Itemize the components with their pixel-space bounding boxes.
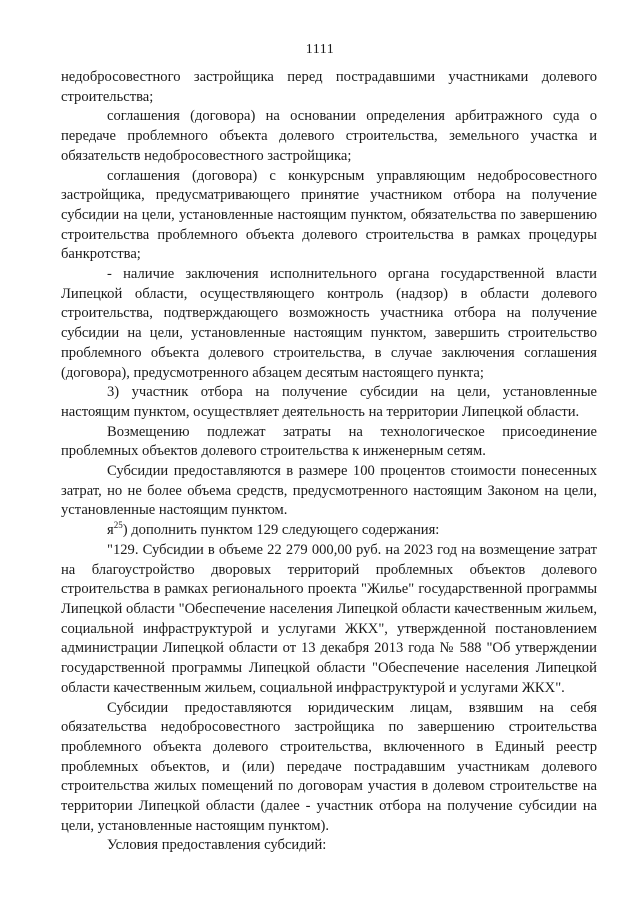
paragraph: соглашения (договора) на основании определения арбитражного суда о передаче проблемного объекта долевого строительства, земельного участка и обязательств недобросовестного застройщика; bbox=[61, 108, 597, 164]
paragraph: 3) участник отбора на получение субсидии на цели, установленные настоящим пунктом, осуществляет деятельность на территории Липецкой области. bbox=[61, 384, 597, 420]
paragraph: - наличие заключения исполнительного органа государственной власти Липецкой области, осуществляющего контроль (надзор) в области долевого строительства, подтверждающего возможность участника отбора на получение субсидии на цели, установленные настоящим пунктом, завершить строительство проблемного объекта долевого строительства, в случае заключения соглашения (договора), предусмотренного абзацем десятым настоящего пункта; bbox=[61, 266, 597, 381]
paragraph: Возмещению подлежат затраты на технологическое присоединение проблемных объектов долевого строительства к инженерным сетям. bbox=[61, 423, 597, 460]
paragraph: Условия предоставления субсидий: bbox=[107, 837, 327, 854]
paragraph: Субсидии предоставляются в размере 100 процентов стоимости понесенных затрат, но не более объема средств, предусмотренного настоящим Законом на цели, установленные настоящим пунктом. bbox=[61, 463, 597, 519]
page-number: 1111 bbox=[305, 42, 335, 57]
document-body bbox=[61, 68, 597, 856]
paragraph-item-ya25: $я^{25}$) дополнить пунктом 129 следующего содержания: bbox=[107, 520, 440, 539]
paragraph: Субсидии предоставляются юридическим лицам, взявшим на себя обязательства недобросовестного застройщика по завершению строительства проблемного объекта долевого строительства, включенного в Единый реестр проблемных объектов, и (или) передаче пострадавшим участникам долевого строительства жилых помещений по договорам участия в долевом строительстве на территории Липецкой области (далее - участник отбора на получение субсидии на цели, установленные настоящим пунктом). bbox=[61, 699, 597, 834]
paragraph: недобросовестного застройщика перед пострадавшими участниками долевого строительства; bbox=[61, 69, 597, 105]
paragraph: соглашения (договора) с конкурсным управляющим недобросовестного застройщика, предусматривающего принятие участником отбора на получение субсидии на цели, установленные настоящим пунктом, обязательства по завершению строительства проблемного объекта долевого строительства в рамках процедуры банкротства; bbox=[61, 167, 597, 263]
paragraph: "129. Субсидии в объеме 22 279 000,00 руб. на 2023 год на возмещение затрат на благоустройство дворовых территорий проблемных объектов долевого строительства в рамках регионального проекта "Жилье" государственной программы Липецкой области "Обеспечение населения Липецкой области качественным жильем, социальной инфраструктурой и услугами ЖКХ", утвержденной постановлением администрации Липецкой области от 13 декабря 2013 года № 588 "Об утверждении государственной программы Липецкой области "Обеспечение населения Липецкой области качественным жильем, социальной инфраструктурой и услугами ЖКХ". bbox=[61, 541, 597, 696]
